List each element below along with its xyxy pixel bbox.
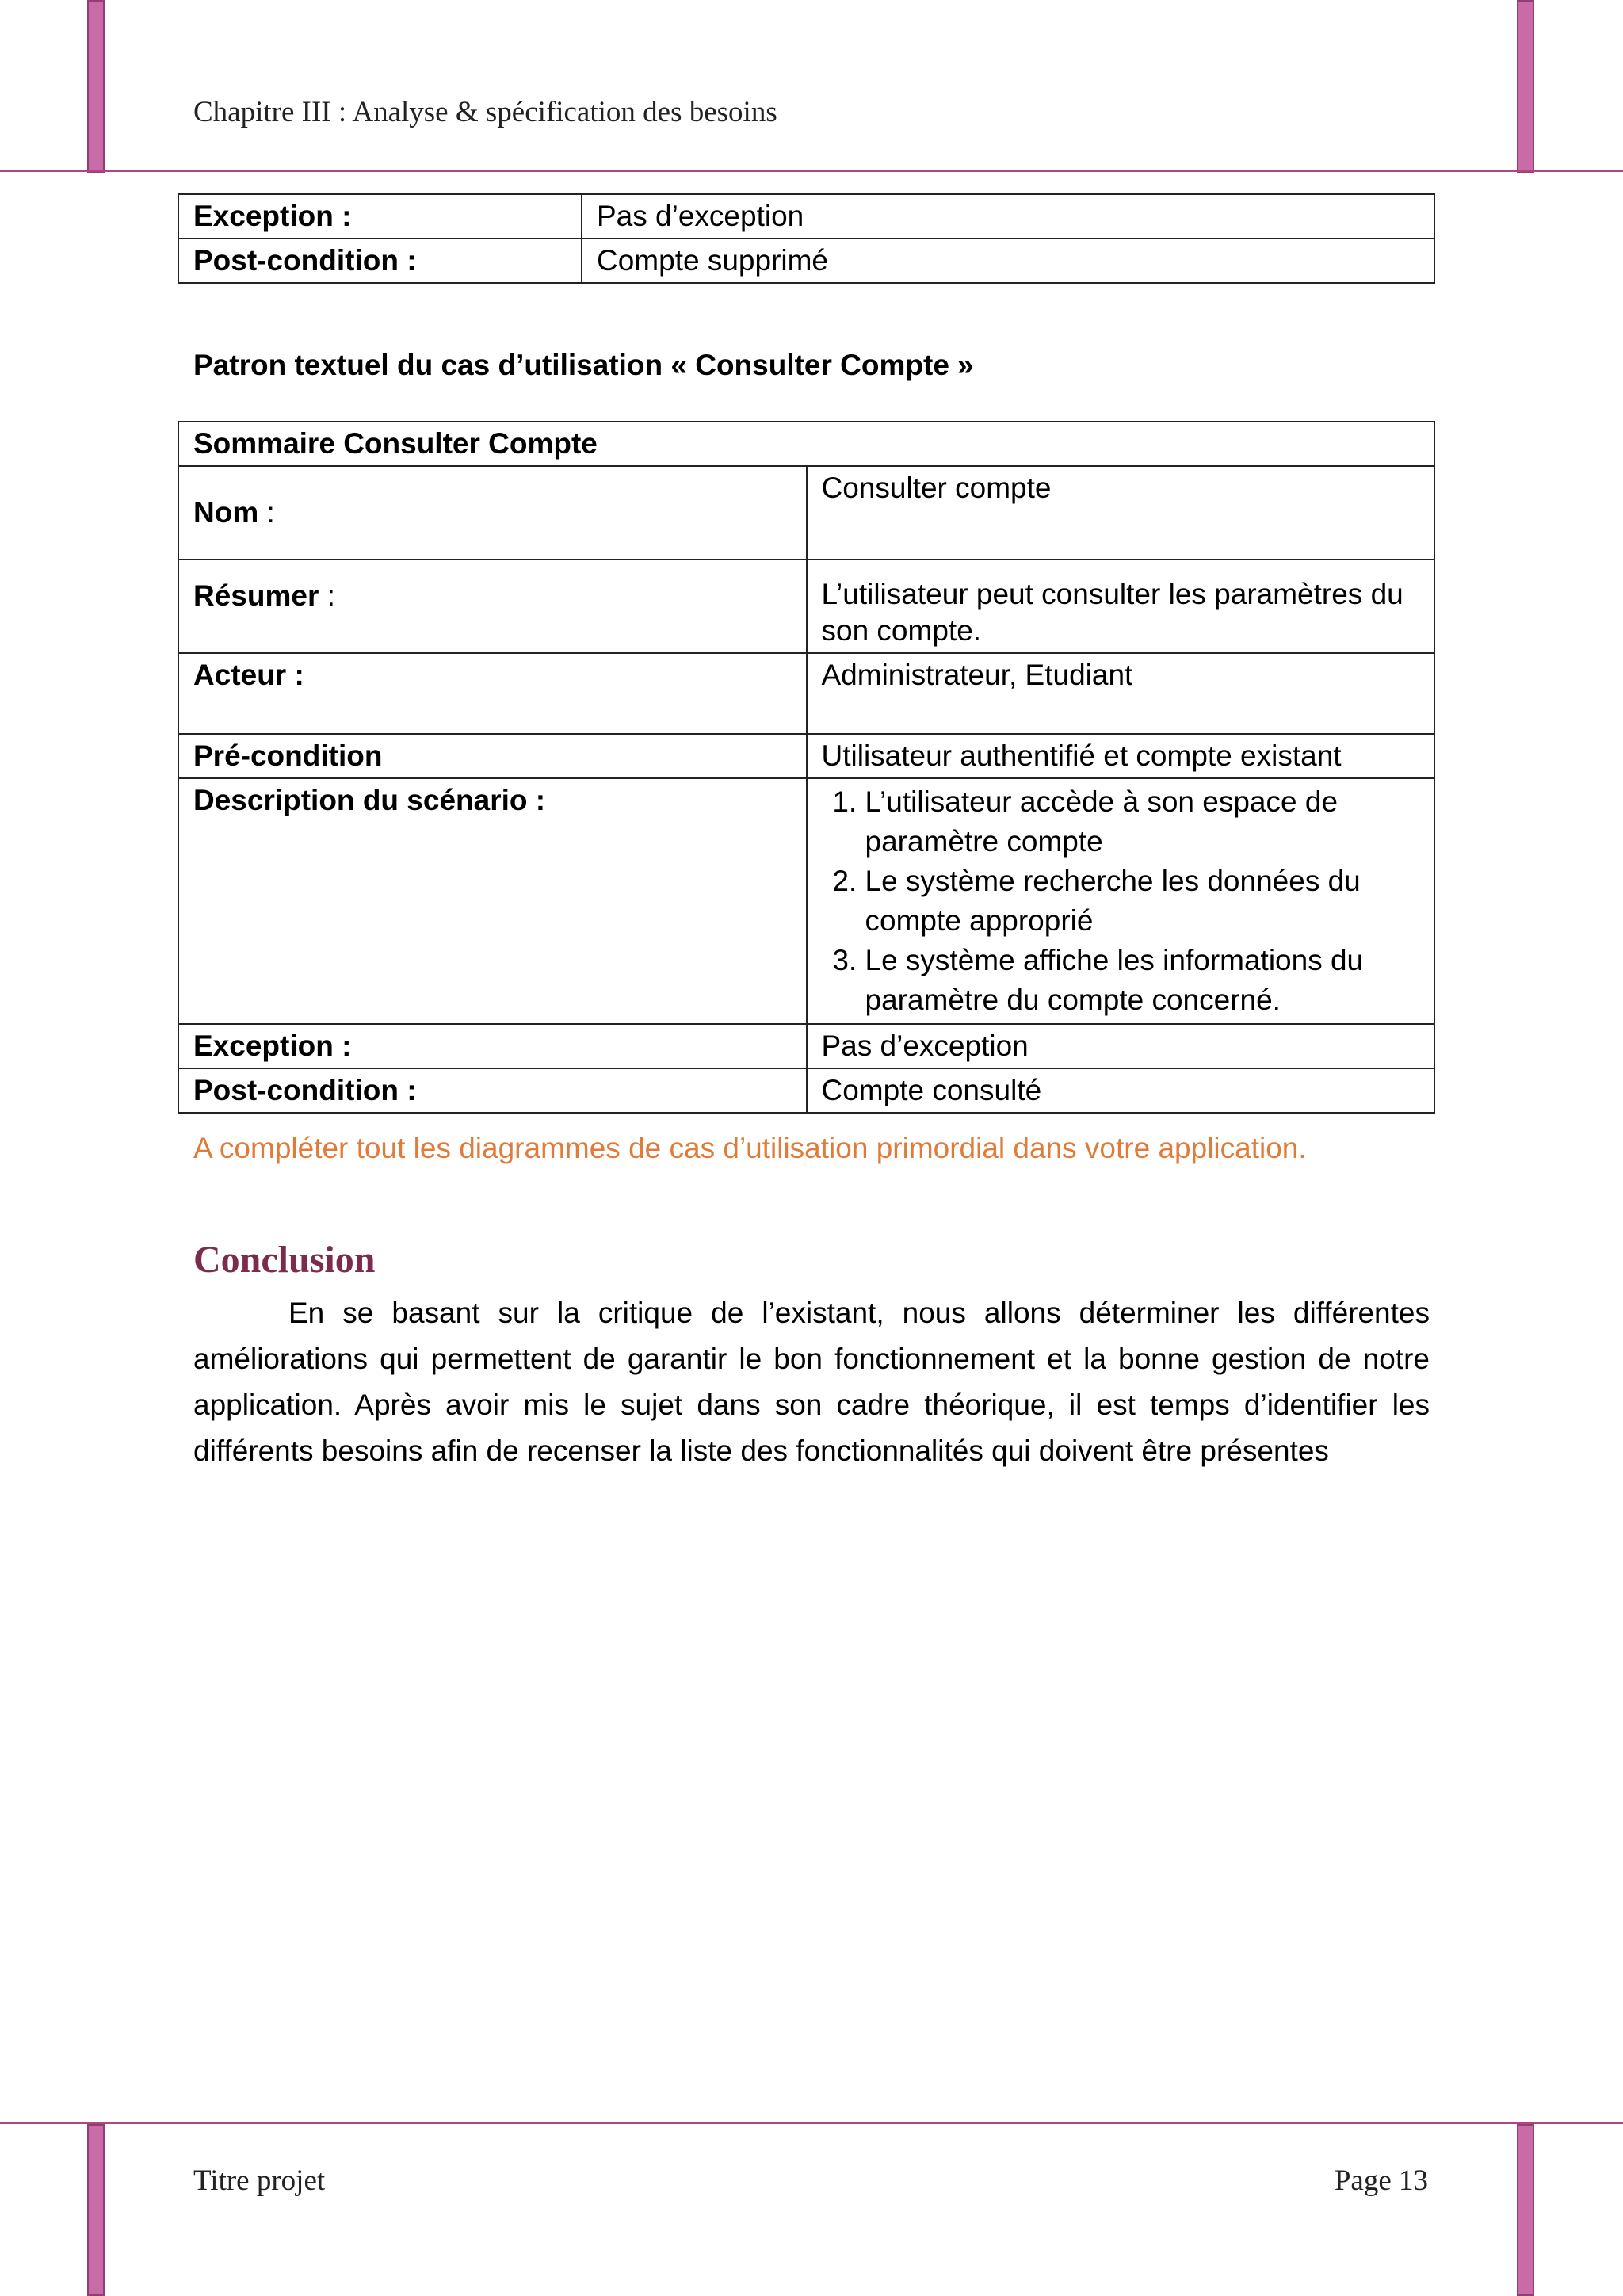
table-row [178,1068,1434,1113]
use-case-table [178,421,1435,1114]
header-right-bar [1517,0,1534,173]
nom-suffix: : [258,496,275,529]
table-heading: Sommaire Consulter Compte [178,422,1434,466]
exception-label: Exception : [178,194,582,239]
postcondition-label: Post-condition : [178,239,582,283]
exception-label: Exception : [178,1024,807,1068]
postcondition-label: Post-condition : [178,1068,807,1113]
precondition-label: Pré-condition [178,734,807,778]
scenario-cell [807,778,1435,1024]
precondition-value: Utilisateur authentifié et compte existant [807,734,1435,778]
acteur-label: Acteur : [178,653,807,734]
acteur-value: Administrateur, Etudiant [807,653,1435,734]
exception-value: Pas d’exception [582,194,1434,239]
nom-label-cell [178,466,807,560]
table-row [178,653,1434,734]
resumer-label-cell [178,560,807,653]
footer-rule [0,2122,1623,2124]
list-item: 2. Le système recherche les données du compte approprié [865,861,1420,941]
header-left-bar [87,0,105,173]
section-title: Patron textuel du cas d’utilisation « Consulter Compte » [193,349,974,381]
list-item: 3. Le système affiche les informations du paramètre du compte concerné. [865,941,1420,1020]
page-number: Page 13 [1334,2164,1428,2197]
footer-project-title: Titre projet [193,2164,326,2197]
postcondition-value: Compte supprimé [582,239,1434,283]
table-row [178,466,1434,560]
nom-label: Nom [193,496,259,529]
todo-note: A compléter tout les diagrammes de cas d’utilisation primordial dans votre application. [193,1132,1307,1164]
table-row [178,560,1434,653]
table-row [178,194,1434,239]
exception-value: Pas d’exception [807,1024,1435,1068]
footer-left-bar [87,2124,105,2296]
postcondition-value: Compte consulté [807,1068,1435,1113]
list-item: 1. L’utilisateur accède à son espace de paramètre compte [865,782,1420,861]
conclusion-body: En se basant sur la critique de l’existant, nous allons déterminer les différentes améliorations qui permettent de garantir le bon fonctionnement et la bonne gestion de notre application. Après avoir mis le sujet dans son cadre théorique, il est temps d’identifier les différents besoins afin de recenser la liste des fonctionnalités qui doivent être présentes [193,1297,1430,1467]
resumer-value: L’utilisateur peut consulter les paramètres du son compte. [807,560,1435,653]
header-title: Chapitre III : Analyse & spécification des besoins [193,96,777,128]
table-row [178,778,1434,1024]
table-row [178,239,1434,283]
scenario-steps [822,782,1420,1020]
resumer-suffix: : [319,579,335,612]
table-row [178,422,1434,466]
header-rule [0,170,1623,172]
resumer-label: Résumer [193,579,319,612]
top-table [178,193,1435,284]
conclusion-title: Conclusion [193,1239,376,1281]
table-row [178,734,1434,778]
nom-value: Consulter compte [807,466,1435,560]
table-row [178,1024,1434,1068]
scenario-label: Description du scénario : [178,778,807,1024]
footer-right-bar [1517,2124,1534,2296]
